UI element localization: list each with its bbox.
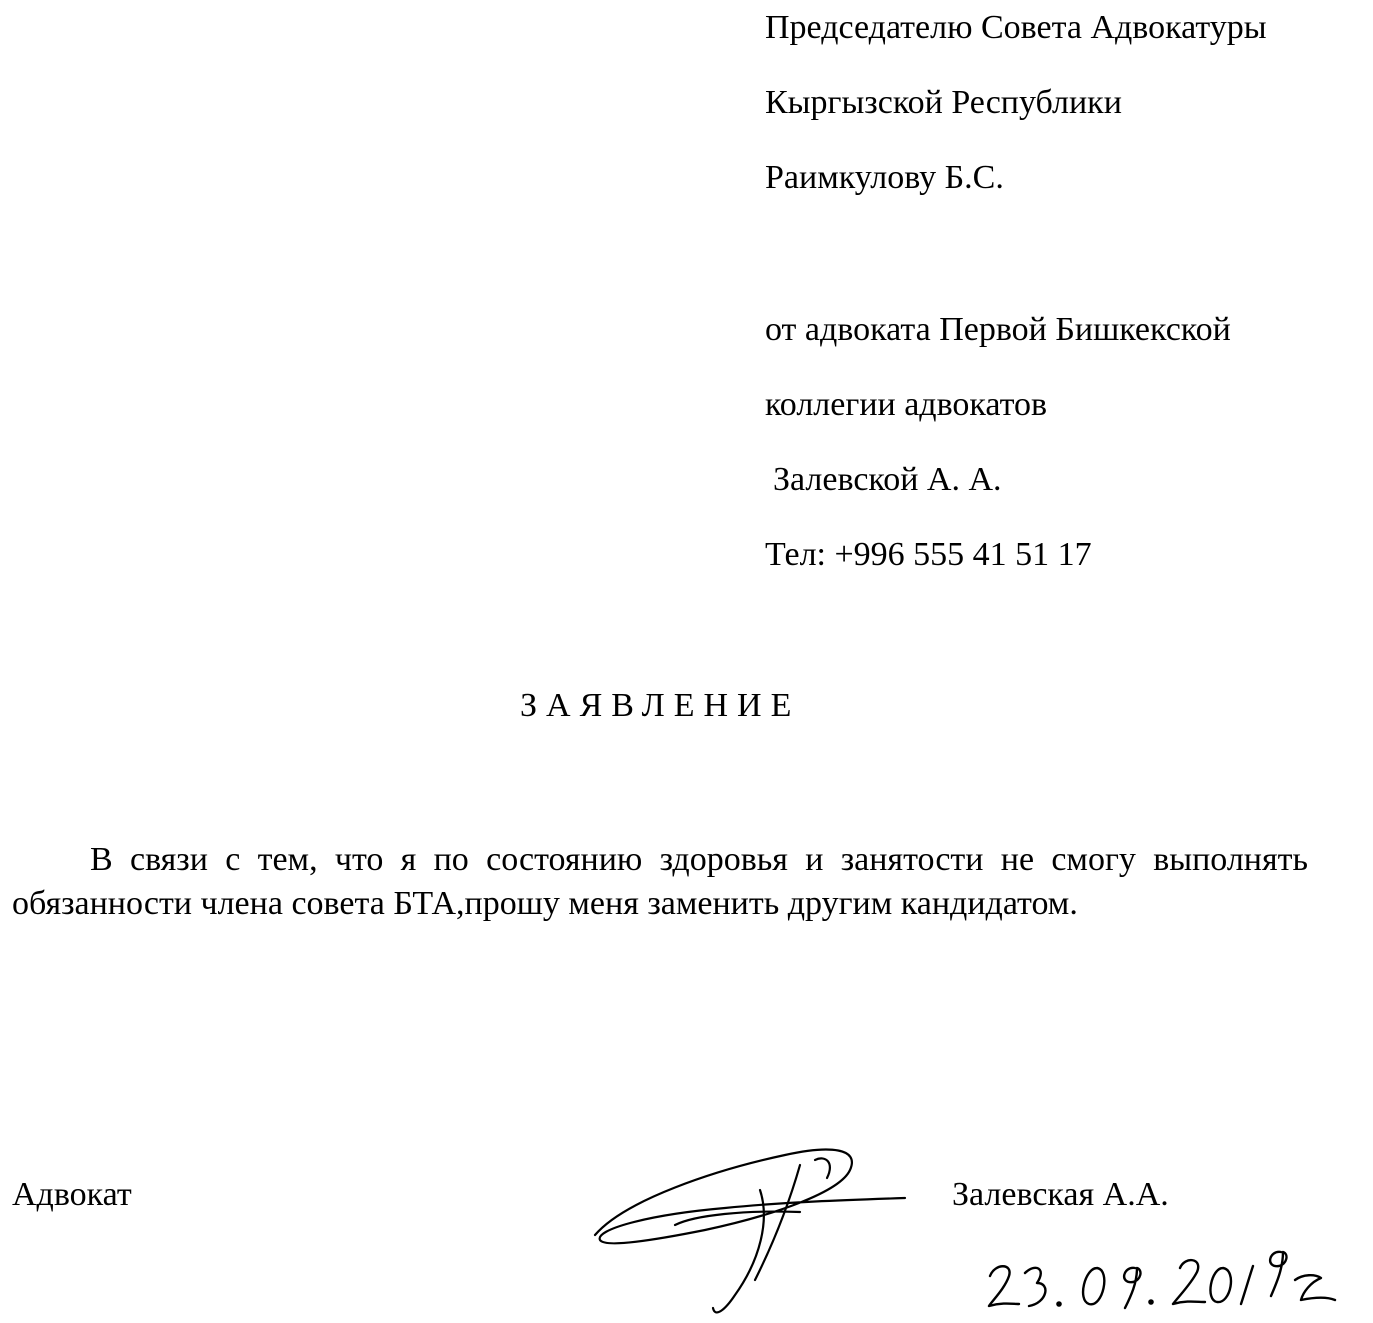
addressee-line-3: Раимкулову Б.С.	[765, 159, 1004, 196]
sender-phone: Тел: +996 555 41 51 17	[765, 536, 1092, 573]
sender-line-1: от адвоката Первой Бишкекской	[765, 311, 1231, 348]
handwritten-signature	[585, 1130, 915, 1320]
signer-name: Залевская А.А.	[952, 1176, 1169, 1213]
handwritten-date	[985, 1238, 1345, 1313]
statement-body: В связи с тем, что я по состоянию здоровья и занятости не смогу выполнять обязанности члена совета БТА,прошу меня заменить другим кандидатом.	[12, 841, 1308, 922]
signer-role: Адвокат	[12, 1176, 132, 1213]
addressee-line-2: Кыргызской Республики	[765, 84, 1122, 121]
addressee-line-1: Председателю Совета Адвокатуры	[765, 9, 1267, 46]
sender-line-2: коллегии адвокатов	[765, 386, 1048, 423]
sender-line-3: Залевской А. А.	[773, 461, 1002, 498]
document-title: ЗАЯВЛЕНИЕ	[520, 687, 801, 724]
